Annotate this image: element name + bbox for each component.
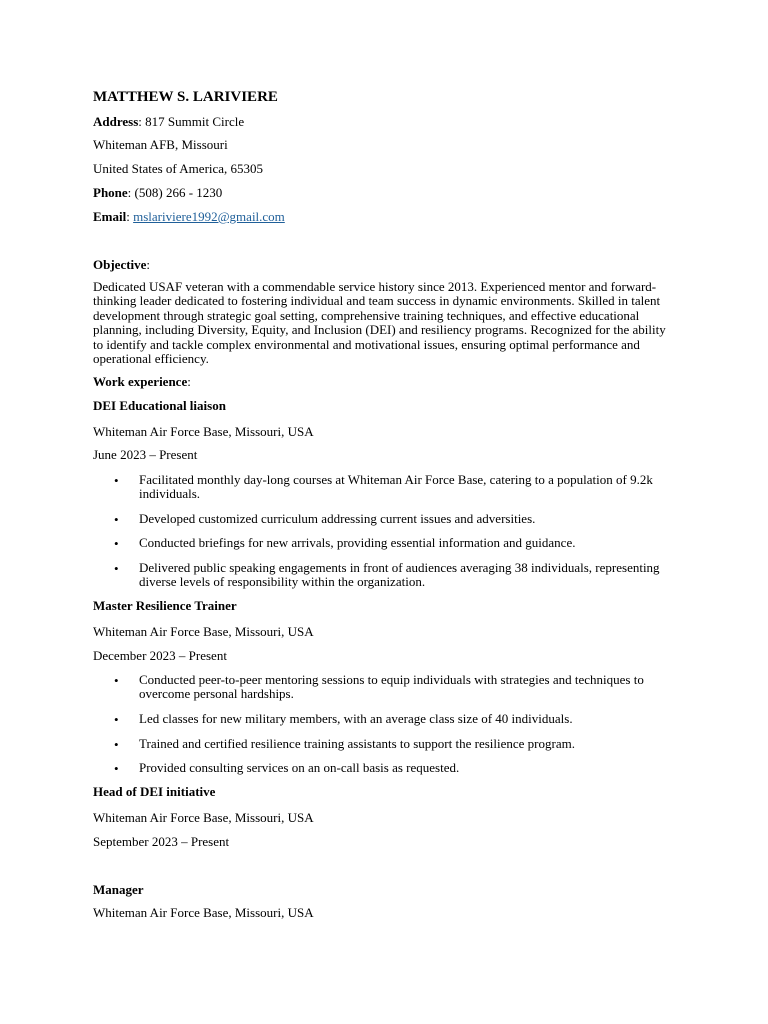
bullet-icon: • — [114, 473, 119, 488]
job-bullet: Provided consulting services on an on-call basis as requested. — [139, 760, 460, 775]
candidate-name: MATTHEW S. LARIVIERE — [93, 89, 278, 105]
address-street: 817 Summit Circle — [145, 114, 245, 129]
address-country: United States of America, 65305 — [93, 161, 264, 176]
bullet-icon: • — [114, 673, 119, 688]
job-location: Whiteman Air Force Base, Missouri, USA — [93, 424, 314, 439]
job-dates: September 2023 – Present — [93, 834, 230, 849]
bullet-icon: • — [114, 561, 119, 576]
bullet-icon: • — [114, 512, 119, 527]
job-location: Whiteman Air Force Base, Missouri, USA — [93, 624, 314, 639]
job-bullet: Facilitated monthly day-long courses at Whiteman Air Force Base, catering to a population of 9.2k individuals. — [139, 472, 653, 502]
phone-number: (508) 266 - 1230 — [134, 185, 223, 200]
job-bullet: Delivered public speaking engagements in front of audiences averaging 38 individuals, representing diverse levels of responsibility within the organization. — [139, 560, 660, 590]
job-dates: December 2023 – Present — [93, 648, 227, 663]
bullet-icon: • — [114, 536, 119, 551]
address-city: Whiteman AFB, Missouri — [93, 137, 228, 152]
job-title: Head of DEI initiative — [93, 784, 216, 799]
job-bullet: Trained and certified resilience training assistants to support the resilience program. — [139, 736, 575, 751]
bullet-icon: • — [114, 737, 119, 752]
job-location: Whiteman Air Force Base, Missouri, USA — [93, 905, 314, 920]
address-line: Address: 817 Summit Circle — [93, 114, 245, 129]
job-title: Manager — [93, 882, 144, 897]
bullet-icon: • — [114, 761, 119, 776]
objective-label: Objective — [93, 257, 147, 272]
phone-line: Phone: (508) 266 - 1230 — [93, 185, 223, 200]
phone-label: Phone — [93, 185, 128, 200]
bullet-icon: • — [114, 712, 119, 727]
email-link[interactable]: mslariviere1992@gmail.com — [133, 209, 285, 224]
job-dates: June 2023 – Present — [93, 447, 198, 462]
work-label: Work experience — [93, 374, 188, 389]
job-title: DEI Educational liaison — [93, 398, 226, 413]
email-label: Email — [93, 209, 127, 224]
objective-text: Dedicated USAF veteran with a commendable service history since 2013. Experienced mentor and forward-thinking leader dedicated to fostering individual and team success in dynamic environments. Skilled in talent development through strategic goal setting, comprehensive training techniques, and effective educational planning, including Diversity, Equity, and Inclusion (DEI) and resiliency programs. Recognized for the ability to identify and tackle complex environmental and motivational issues, ensuring optimal performance and operational efficiency. — [93, 279, 666, 367]
job-bullet: Conducted briefings for new arrivals, providing essential information and guidance. — [139, 535, 576, 550]
job-bullet: Led classes for new military members, with an average class size of 40 individuals. — [139, 711, 573, 726]
job-bullet: Conducted peer-to-peer mentoring sessions to equip individuals with strategies and techniques to overcome personal hardships. — [139, 672, 644, 702]
job-bullet: Developed customized curriculum addressing current issues and adversities. — [139, 511, 536, 526]
work-heading: Work experience: — [93, 374, 191, 389]
job-location: Whiteman Air Force Base, Missouri, USA — [93, 810, 314, 825]
address-label: Address — [93, 114, 139, 129]
objective-heading: Objective: — [93, 257, 151, 272]
job-title: Master Resilience Trainer — [93, 598, 237, 613]
email-line: Email: mslariviere1992@gmail.com — [93, 209, 285, 224]
